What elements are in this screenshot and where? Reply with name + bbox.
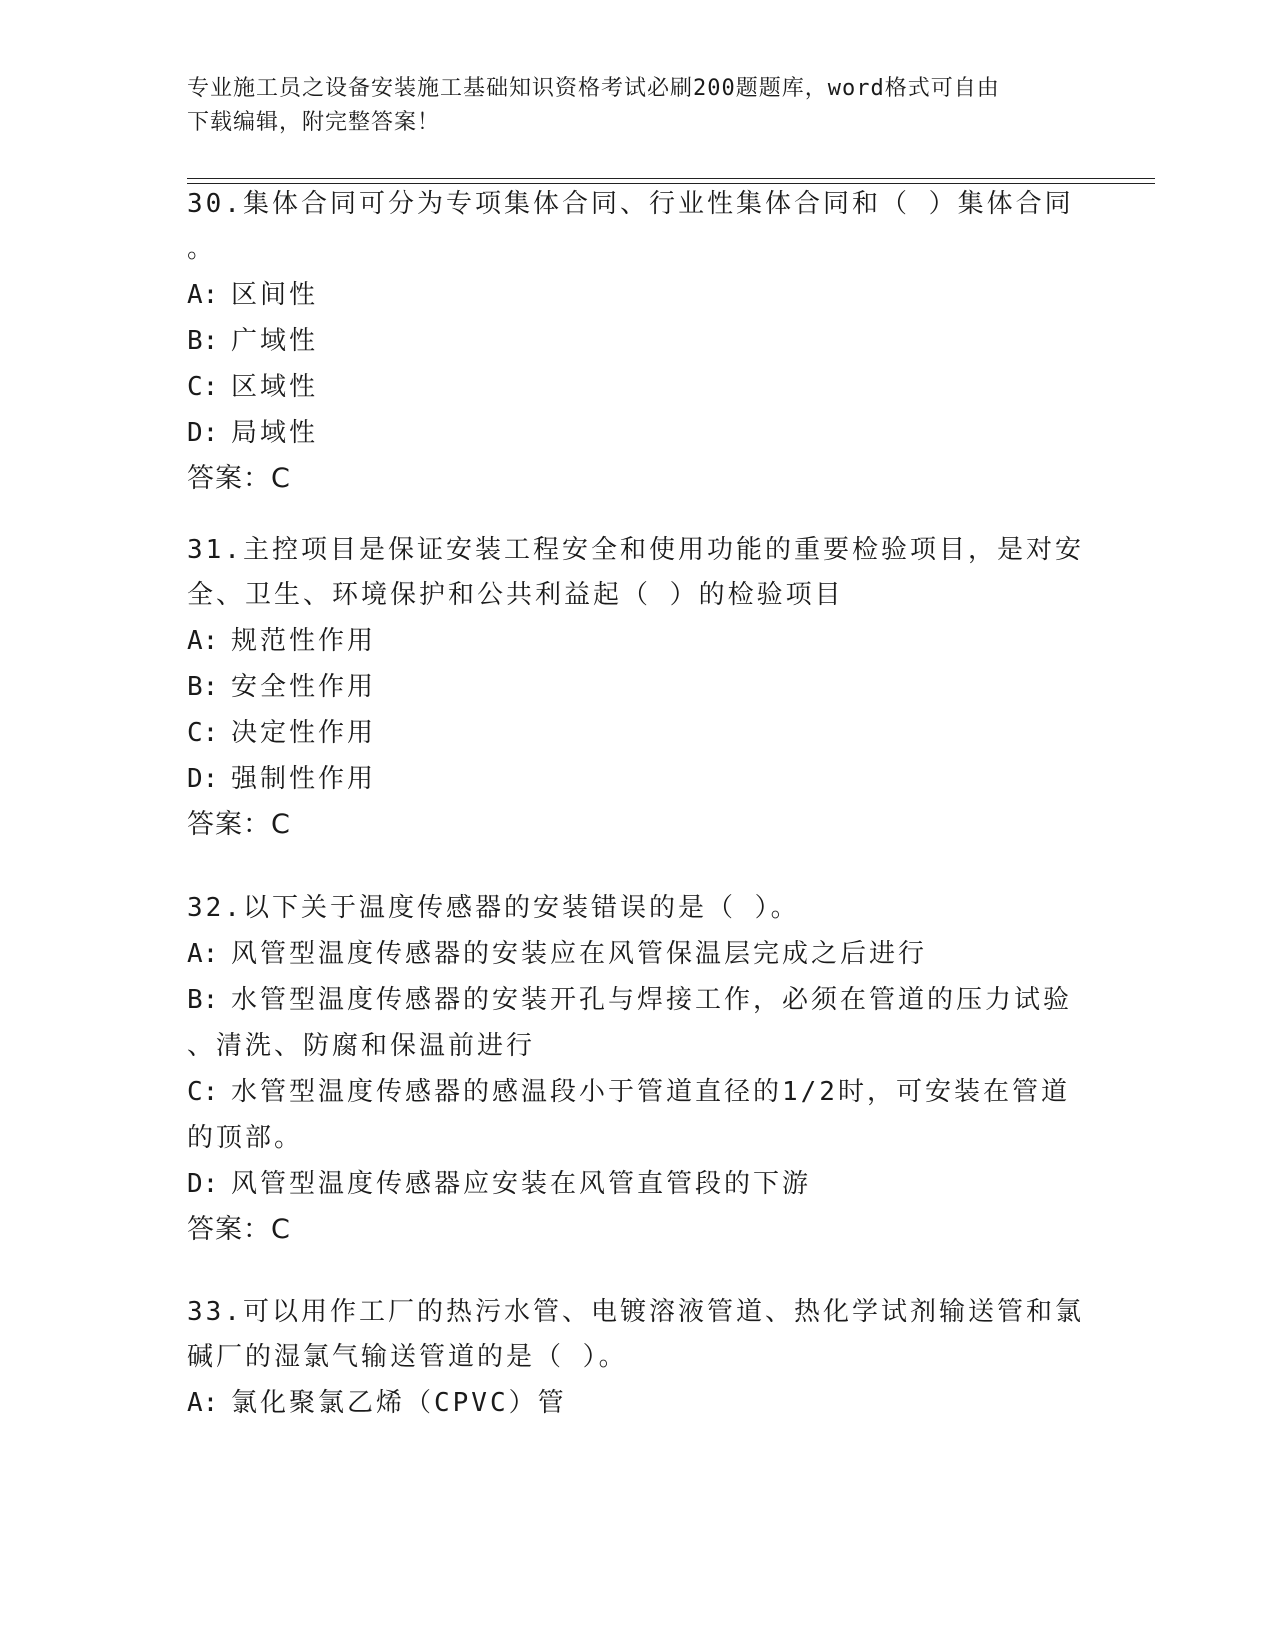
question-33 bbox=[187, 1290, 1087, 1426]
option-key: A: bbox=[187, 1388, 219, 1418]
header-divider-top bbox=[187, 178, 1155, 179]
question-31 bbox=[187, 528, 1087, 848]
option-key: B: bbox=[187, 672, 219, 702]
question-stem-line: 全、卫生、环境保护和公共利益起（ ）的检验项目 bbox=[187, 580, 844, 610]
option-c bbox=[187, 710, 1087, 756]
option-key: B: bbox=[187, 985, 219, 1015]
question-stem-line: 32.以下关于温度传感器的安装错误的是（ ）。 bbox=[187, 893, 800, 923]
question-stem-line: 33.可以用作工厂的热污水管、电镀溶液管道、热化学试剂输送管和氯 bbox=[187, 1297, 1084, 1327]
option-text: 区间性 bbox=[231, 280, 319, 310]
option-text: 强制性作用 bbox=[231, 764, 377, 794]
option-text: 规范性作用 bbox=[231, 626, 377, 656]
option-text: 安全性作用 bbox=[231, 672, 377, 702]
option-b bbox=[187, 664, 1087, 710]
option-key: C: bbox=[187, 718, 219, 748]
option-b bbox=[187, 318, 1087, 364]
option-c bbox=[187, 1069, 1087, 1115]
option-key: A: bbox=[187, 939, 219, 969]
question-32 bbox=[187, 886, 1087, 1253]
option-key: B: bbox=[187, 326, 219, 356]
question-stem-line: 碱厂的湿氯气输送管道的是（ ）。 bbox=[187, 1342, 628, 1372]
option-a bbox=[187, 618, 1087, 664]
answer-line: 答案：C bbox=[187, 463, 291, 494]
document-header bbox=[187, 72, 1067, 140]
question-30 bbox=[187, 182, 1087, 502]
option-text: 广域性 bbox=[231, 326, 319, 356]
option-d bbox=[187, 1161, 1087, 1207]
option-b bbox=[187, 977, 1087, 1023]
option-key: C: bbox=[187, 372, 219, 402]
option-key: D: bbox=[187, 1169, 219, 1199]
option-text: 水管型温度传感器的安装开孔与焊接工作，必须在管道的压力试验 bbox=[231, 985, 1073, 1015]
option-text: 决定性作用 bbox=[231, 718, 377, 748]
option-key: C: bbox=[187, 1077, 219, 1107]
question-stem-line: 30.集体合同可分为专项集体合同、行业性集体合同和（ ）集体合同 bbox=[187, 189, 1074, 219]
option-text: 区域性 bbox=[231, 372, 319, 402]
option-text: 风管型温度传感器应安装在风管直管段的下游 bbox=[231, 1169, 812, 1199]
option-text: 水管型温度传感器的感温段小于管道直径的1/2时，可安装在管道 bbox=[231, 1077, 1070, 1107]
option-a bbox=[187, 1380, 1087, 1426]
option-c bbox=[187, 364, 1087, 410]
option-a bbox=[187, 931, 1087, 977]
question-stem-line: 。 bbox=[187, 234, 217, 264]
option-b-continued: 、清洗、防腐和保温前进行 bbox=[187, 1031, 536, 1061]
option-d bbox=[187, 410, 1087, 456]
option-text: 局域性 bbox=[231, 418, 319, 448]
question-stem-line: 31.主控项目是保证安装工程安全和使用功能的重要检验项目，是对安 bbox=[187, 535, 1084, 565]
option-key: D: bbox=[187, 418, 219, 448]
option-key: D: bbox=[187, 764, 219, 794]
answer-line: 答案：C bbox=[187, 809, 291, 840]
option-key: A: bbox=[187, 280, 219, 310]
answer-line: 答案：C bbox=[187, 1214, 291, 1245]
option-d bbox=[187, 756, 1087, 802]
option-text: 风管型温度传感器的安装应在风管保温层完成之后进行 bbox=[231, 939, 928, 969]
option-c-continued: 的顶部。 bbox=[187, 1123, 304, 1153]
option-key: A: bbox=[187, 626, 219, 656]
option-text: 氯化聚氯乙烯（CPVC）管 bbox=[231, 1388, 567, 1418]
option-a bbox=[187, 272, 1087, 318]
header-line-1: 专业施工员之设备安装施工基础知识资格考试必刷200题题库，word格式可自由 bbox=[187, 76, 1000, 101]
header-line-2: 下载编辑，附完整答案！ bbox=[187, 110, 441, 135]
